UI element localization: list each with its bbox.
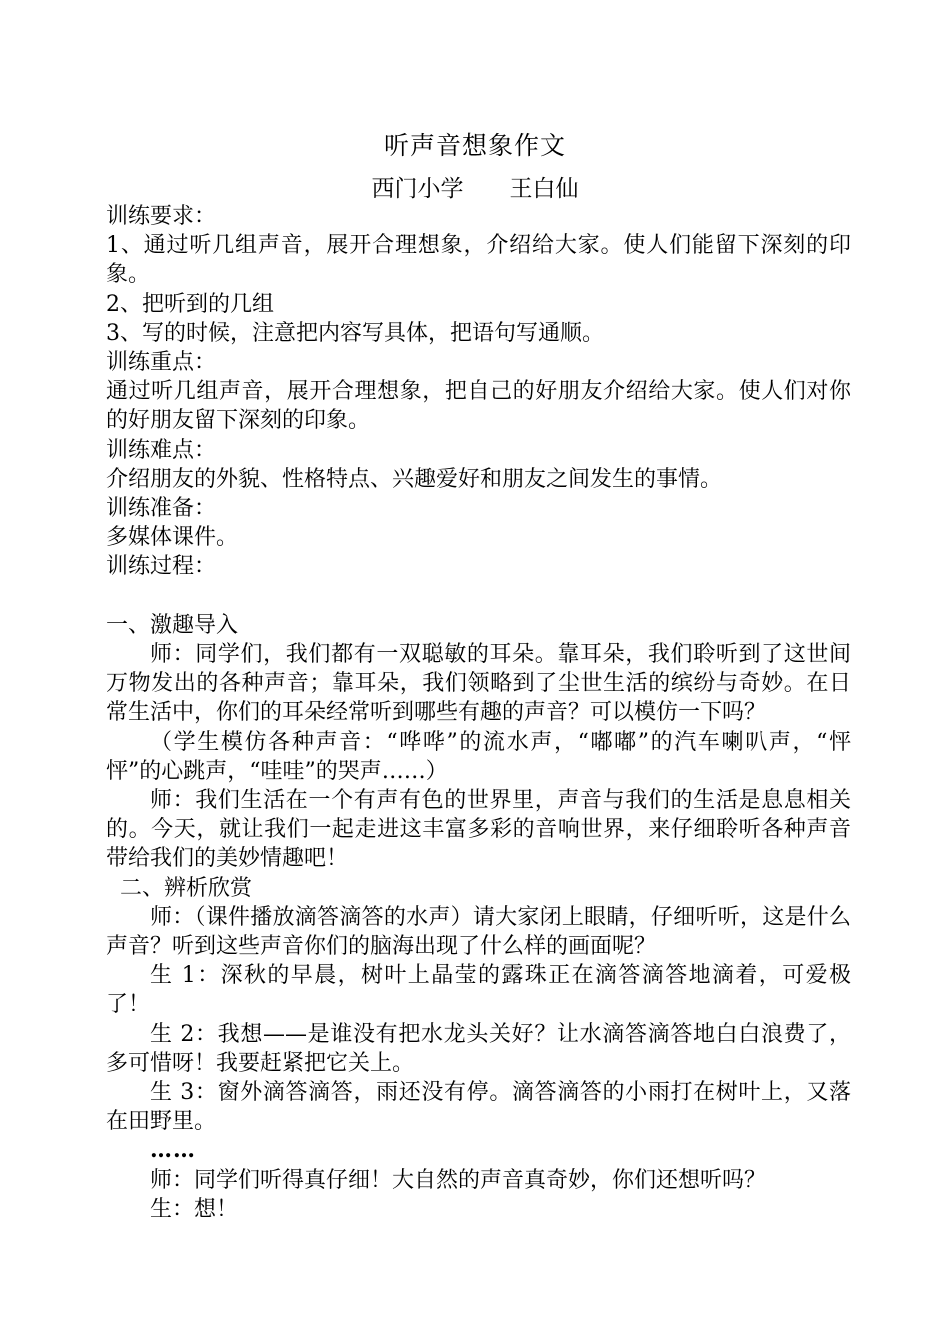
difficulty-heading: 训练难点： xyxy=(106,437,217,463)
prep-heading: 训练准备： xyxy=(106,496,217,522)
section-2-paragraph: 生：想！ xyxy=(150,1196,239,1222)
section-2-paragraph: 生 1：深秋的早晨，树叶上晶莹的露珠正在滴答滴答地滴着，可爱极了！ xyxy=(106,963,851,1018)
blank-line xyxy=(106,582,851,611)
section-2-paragraph: 师：（课件播放滴答滴答的水声）请大家闭上眼睛，仔细听听，这是什么声音？听到这些声音你们的脑海出现了什么样的画面呢？ xyxy=(106,904,851,960)
section-1-paragraph: （学生模仿各种声音：“哗哗”的流水声，“嘟嘟”的汽车喇叭声，“怦怦”的心跳声，“哇哇”的哭声……） xyxy=(106,729,851,784)
school-name: 西门小学 xyxy=(371,176,464,202)
prep-text: 多媒体课件。 xyxy=(106,525,239,551)
section-2-paragraph: 生 3：窗外滴答滴答，雨还没有停。滴答滴答的小雨打在树叶上，又落在田野里。 xyxy=(106,1080,851,1135)
author-name: 王白仙 xyxy=(509,176,579,202)
document-body xyxy=(106,202,851,1224)
requirement-2: 2、把听到的几组 xyxy=(106,291,274,317)
byline xyxy=(0,172,950,206)
focus-heading: 训练重点： xyxy=(106,350,217,376)
document-title: 听声音想象作文 xyxy=(383,131,566,160)
section-2-heading: 二、辨析欣赏 xyxy=(120,875,253,901)
requirement-3: 3、写的时候，注意把内容写具体，把语句写通顺。 xyxy=(106,320,604,346)
section-1-paragraph: 师：同学们，我们都有一双聪敏的耳朵。靠耳朵，我们聆听到了这世间万物发出的各种声音；靠耳朵，我们领略到了尘世生活的缤纷与奇妙。在日常生活中，你们的耳朵经常听到哪些有趣的声音？可以模仿一下吗？ xyxy=(106,642,851,726)
section-2-paragraph: 生 2：我想——是谁没有把水龙头关好？让水滴答滴答地白白浪费了，多可惜呀！我要赶紧把它关上。 xyxy=(106,1021,851,1076)
section-1-heading: 一、激趣导入 xyxy=(106,612,239,638)
section-1-paragraph: 师：我们生活在一个有声有色的世界里，声音与我们的生活是息息相关的。今天，就让我们一起走进这丰富多彩的音响世界，来仔细聆听各种声音带给我们的美妙情趣吧！ xyxy=(106,788,851,872)
section-2-paragraph: 师：同学们听得真仔细！大自然的声音真奇妙，你们还想听吗？ xyxy=(150,1167,767,1193)
requirement-1: 1、通过听几组声音，展开合理想象，介绍给大家。使人们能留下深刻的印象。 xyxy=(106,233,851,288)
process-heading: 训练过程： xyxy=(106,554,217,580)
ellipsis-line: …… xyxy=(150,1137,196,1164)
requirements-heading: 训练要求： xyxy=(106,204,217,229)
focus-text: 通过听几组声音，展开合理想象，把自己的好朋友介绍给大家。使人们对你的好朋友留下深刻的印象。 xyxy=(106,379,851,434)
difficulty-text: 介绍朋友的外貌、性格特点、兴趣爱好和朋友之间发生的事情。 xyxy=(106,466,723,492)
